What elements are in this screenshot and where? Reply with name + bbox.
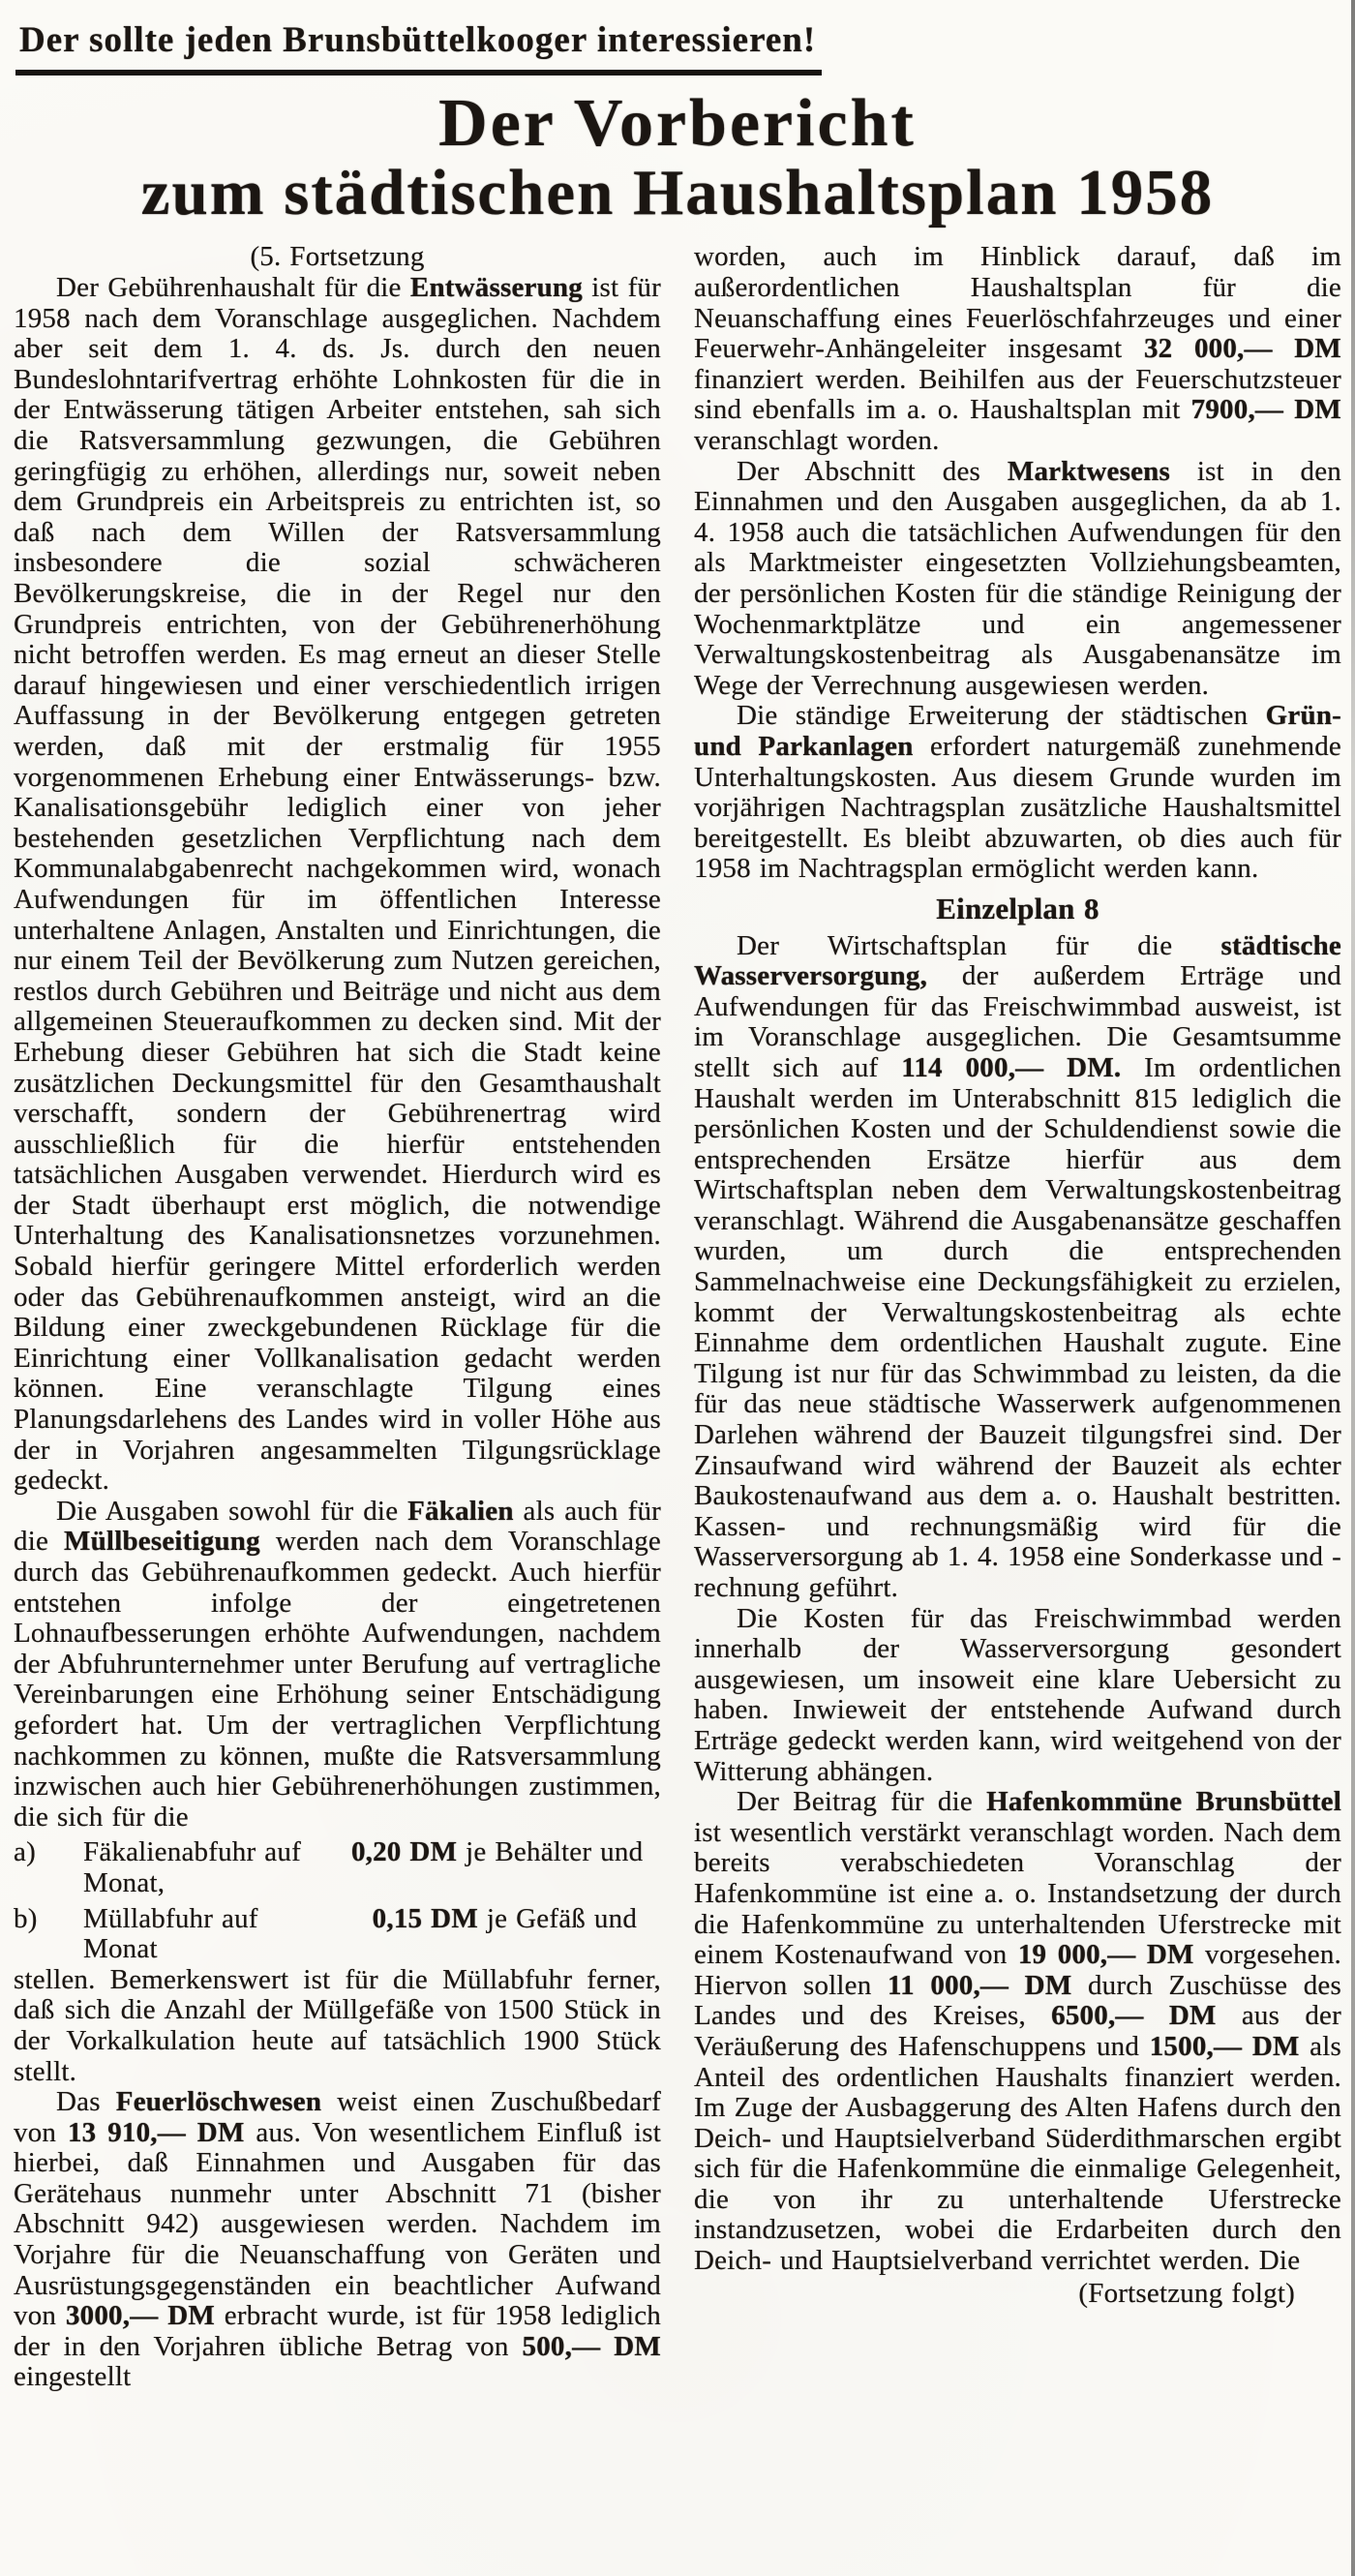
article-body <box>0 236 1355 2393</box>
paragraph: Der Gebührenhaushalt für die Entwässerung ist für 1958 nach dem Voranschlage ausgeglichen. Nachdem aber seit dem 1. 4. ds. Js. durch den neuen Bundeslohntarifvertrag erhöhte Lohnkosten für die in der Entwässerung tätigen Arbeiter entstehen, sah sich die Ratsversammlung gezwungen, die Gebühren geringfügig zu erhöhen, allerdings nur, soweit neben dem Grundpreis ein Arbeitspreis zu entrichten ist, so daß nach dem Willen der Ratsversammlung insbesondere die sozial schwächeren Bevölkerungskreise, die in der Regel nur den Grundpreis entrichten, von der Gebührenerhöhung nicht betroffen werden. Es mag erneut an dieser Stelle darauf hingewiesen und einer verschiedentlich irrigen Auffassung in der Bevölkerung entgegen getreten werden, daß mit der erstmalig für 1955 vorgenommenen Erhebung einer Entwässerungs- bzw. Kanalisationsgebühr lediglich einer von jeher bestehenden gesetzlichen Verpflichtung nach dem Kommunalabgabenrecht nachgekommen wird, wonach Aufwendungen für im öffentlichen Interesse unterhaltene Anlagen, Anstalten und Einrichtungen, die nur einem Teil der Bevölkerung zum Nutzen gereichen, restlos durch Gebühren und Beiträge und nicht aus dem allgemeinen Steueraufkommen zu decken sind. Mit der Erhebung dieser Gebühren hat sich die Stadt keine zusätzlichen Deckungsmittel für den Gesamthaushalt verschafft, sondern der Gebührenertrag wird ausschließlich für die hierfür entstehenden tatsächlichen Ausgaben verwendet. Hierdurch wird es der Stadt überhaupt erst möglich, die notwendige Unterhaltung des Kanalisationsnetzes vorzunehmen. Sobald hierfür geringere Mittel erforderlich werden oder das Gebührenaufkommen ansteigt, wird an die Bildung einer zweckgebundenen Rücklage für die Einrichtung einer Vollkanalisation gedacht werden können. Eine veranschlagte Tilgung eines Planungsdarlehens des Landes wird in voller Höhe aus der in Vorjahren angesammelten Tilgungsrücklage gedeckt. <box>14 272 661 1497</box>
list-marker: b) <box>14 1902 38 1934</box>
paragraph: worden, auch im Hinblick darauf, daß im außerordentlichen Haushaltsplan für die Neuanschaffung eines Feuerlöschfahrzeuges und einer Feuerwehr-Anhängeleiter insgesamt 32 000,— DM finanziert werden. Beihilfen aus der Feuerschutzsteuer sind ebenfalls im a. o. Haushaltsplan mit 7900,— DM veranschlagt worden. <box>694 241 1342 457</box>
bold-text: 0,15 DM <box>372 1902 478 1934</box>
bold-text: Hafenkommüne Brunsbüttel <box>986 1786 1341 1818</box>
main-headline <box>15 86 1340 228</box>
bold-text: 11 000,— DM <box>888 1969 1072 2001</box>
section-heading: Einzelplan 8 <box>936 891 1099 925</box>
left-column <box>14 242 661 2393</box>
bold-text: Marktwesens <box>1007 455 1170 487</box>
bold-text: Müllbeseitigung <box>64 1526 260 1558</box>
bold-text: 32 000,— DM <box>1143 333 1342 365</box>
bold-text: Grün- und Parkanlagen <box>694 700 1341 762</box>
paragraph: Der Abschnitt des Marktwesens ist in den Einnahmen und den Ausgaben ausgeglichen, da ab 1. 4. 1958 auch die tatsächlichen Aufwendungen für den als Marktmeister eingesetzten Vollziehungsbeamten, der persönlichen Kosten für die ständige Reinigung der Wochenmarktplätze und ein angemessener Verwaltungskostenbeitrag als Ausgabenansätze im Wege der Verrechnung ausgewiesen werden. <box>694 455 1341 701</box>
right-column <box>694 242 1341 2393</box>
bold-text: 7900,— DM <box>1190 394 1341 426</box>
article-header <box>0 0 1355 227</box>
kicker-headline: Der sollte jeden Brunsbüttelkooger interessieren! <box>15 19 822 76</box>
bold-text: 6500,— DM <box>1051 2000 1217 2032</box>
paragraph: Der Beitrag für die Hafenkommüne Brunsbüttel ist wesentlich verstärkt veranschlagt worden. Nach dem bereits verabschiedeten Voranschlag der Hafenkommüne ist eine a. o. Instandsetzung der durch die Hafenkommüne zu unterhaltenden Uferstrecke mit einem Kostenaufwand von 19 000,— DM vorgesehen. Hiervon sollen 11 000,— DM durch Zuschüsse des Landes und des Kreises, 6500,— DM aus der Veräußerung des Hafenschuppens und 1500,— DM als Anteil des ordentlichen Haushalts finanziert werden. Im Zuge der Ausbaggerung des Alten Hafens durch den Deich- und Hauptsielverband Süderdithmarschen ergibt sich für die Hafenkommüne die einmalige Gelegenheit, die von ihr zu unterhaltende Uferstrecke instandzusetzen, wobei die Erdarbeiten durch den Deich- und Hauptsielverband verrichtet werden. Die <box>694 1786 1342 2277</box>
paragraph: Das Feuerlöschwesen weist einen Zuschußbedarf von 13 910,— DM aus. Von wesentlichem Einfluß ist hierbei, daß Einnahmen und Ausgaben für das Gerätehaus nunmehr unter Abschnitt 71 (bisher Abschnitt 942) ausgewiesen werden. Nachdem im Vorjahre für die Neuanschaffung von Geräten und Ausrüstungsgegenständen ein beachtlicher Aufwand von 3000,— DM erbracht wurde, ist für 1958 lediglich der in den Vorjahren übliche Betrag von 500,— DM eingestellt <box>14 2086 662 2393</box>
list-marker: a) <box>14 1836 36 1868</box>
paragraph: Die ständige Erweiterung der städtischen Grün- und Parkanlagen erfordert naturgemäß zunehmende Unterhaltungskosten. Aus diesem Grunde wurden im vorjährigen Nachtragsplan zusätzliche Haushaltsmittel bereitgestellt. Es bleibt abzuwarten, ob dies auch für 1958 im Nachtragsplan ermöglicht werden kann. <box>694 700 1341 885</box>
bold-text: Entwässerung <box>409 272 583 304</box>
headline-line-1: Der Vorbericht <box>438 86 917 161</box>
bold-text: 0,20 DM <box>350 1836 458 1868</box>
page-edge-shadow <box>1351 0 1355 2576</box>
bold-text: Fäkalien <box>407 1495 514 1527</box>
bold-text: 114 000,— DM. <box>901 1051 1122 1083</box>
bold-text: 13 910,— DM <box>67 2116 245 2148</box>
bold-text: 1500,— DM <box>1149 2030 1300 2062</box>
bold-text: 500,— DM <box>522 2330 661 2362</box>
list-item: a) Fäkalienabfuhr auf 0,20 DM je Behälter und Monat, <box>14 1836 644 1898</box>
continuation-footer: (Fortsetzung folgt) <box>1078 2277 1295 2309</box>
bold-text: 3000,— DM <box>65 2300 215 2332</box>
headline-line-2: zum städtischen Haushaltsplan 1958 <box>140 156 1215 228</box>
bold-text: 19 000,— DM <box>1017 1939 1194 1971</box>
paragraph: Die Kosten für das Freischwimmbad werden innerhalb der Wasserversorgung gesondert ausgewiesen, um insoweit eine klare Uebersicht zu haben. Inwieweit der entstehende Aufwand durch Erträge gedeckt werden kann, wird weitgehend von der Witterung abhängen. <box>694 1602 1341 1787</box>
bold-text: städtische Wasserversorgung, <box>694 929 1341 992</box>
paragraph: Der Wirtschaftsplan für die städtische Wasserversorgung, der außerdem Erträge und Aufwendungen für das Freischwimmbad ausweist, ist im Voranschlage ausgeglichen. Die Gesamtsumme stellt sich auf 114 000,— DM. Im ordentlichen Haushalt werden im Unterabschnitt 815 lediglich die persönlichen Kosten und der Schuldendienst sowie die entsprechenden Ersätze hierfür aus dem Wirtschaftsplan neben dem Verwaltungskostenbeitrag veranschlagt. Während die Ausgabenansätze geschaffen wurden, um durch die entsprechenden Sammelnachweise eine Deckungsfähigkeit zu erzielen, kommt der Verwaltungskostenbeitrag als echte Einnahme dem ordentlichen Haushalt zugute. Eine Tilgung ist nur für das Schwimmbad zu leisten, da die für das neue städtische Wasserwerk aufgenommenen Darlehen während der Bauzeit tilgungsfrei sind. Der Zinsaufwand wird während der Bauzeit als echter Baukostenaufwand aus dem a. o. Haushalt bestritten. Kassen- und rechnungsmäßig wird für die Wasserversorgung ab 1. 4. 1958 eine Sonderkasse und -rechnung geführt. <box>694 929 1341 1603</box>
list-item: b) Müllabfuhr auf 0,15 DM je Gefäß und Monat <box>14 1902 638 1965</box>
paragraph: Die Ausgaben sowohl für die Fäkalien als auch für die Müllbeseitigung werden nach dem Voranschlage durch das Gebührenaufkommen gedeckt. Auch hierfür entstehen infolge der eingetretenen Lohnaufbesserungen erhöhte Aufwendungen, nachdem der Abfuhrunternehmer unter Berufung auf vertragliche Vereinbarungen eine Erhöhung seiner Entschädigung gefordert hat. Um der vertraglichen Verpflichtung nachkommen zu können, mußte die Ratsversammlung inzwischen auch hier Gebührenerhöhungen zustimmen, die sich für die <box>14 1495 662 1833</box>
continuation-note: (5. Fortsetzung <box>250 241 425 273</box>
paragraph: stellen. Bemerkenswert ist für die Müllabfuhr ferner, daß sich die Anzahl der Müllgefäße von 1500 Stück in der Vorkalkulation heute auf tatsächlich 1900 Stück stellt. <box>14 1963 661 2087</box>
bold-text: Feuerlöschwesen <box>115 2086 322 2118</box>
